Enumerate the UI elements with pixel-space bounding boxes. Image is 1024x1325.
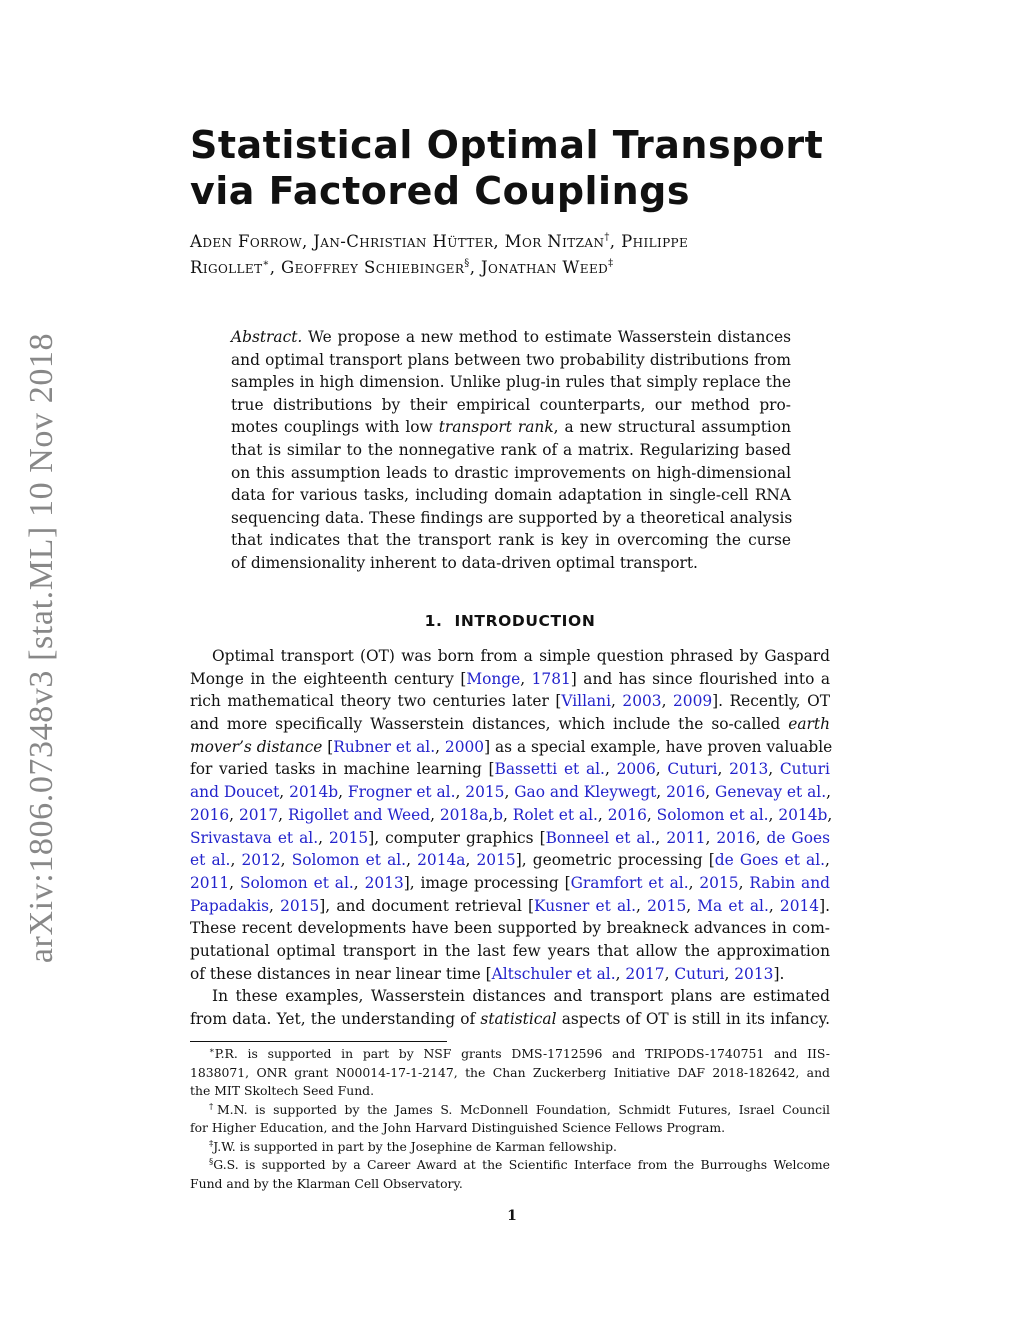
separator: , bbox=[597, 805, 608, 824]
citation-link[interactable]: Bonneel et al. bbox=[545, 828, 656, 847]
footnote-mark[interactable]: ‡ bbox=[608, 258, 614, 269]
citation-link[interactable]: Cuturi bbox=[674, 964, 725, 983]
footnote-line bbox=[190, 1156, 830, 1175]
citation-link[interactable]: 2013 bbox=[364, 873, 404, 892]
author-names: , Jonathan Weed bbox=[469, 258, 609, 277]
abstract-text: motes couplings with low bbox=[231, 418, 439, 437]
body-text: ], and document retrieval [ bbox=[319, 896, 535, 915]
footnote-mark: ∗ bbox=[209, 1046, 215, 1056]
separator: , bbox=[504, 783, 515, 802]
separator: , bbox=[611, 692, 623, 711]
citation-link[interactable]: 2015 bbox=[647, 896, 687, 915]
citation-link[interactable]: 2016 bbox=[666, 783, 706, 802]
author-names: Rigollet bbox=[190, 258, 263, 277]
emphasis-term: transport rank bbox=[438, 418, 554, 437]
footnote-line: 1838071, ONR grant N00014-17-1-2147, the Chan Zuckerberg Initiative DAF 2018-182642, and bbox=[190, 1064, 830, 1080]
separator: , bbox=[465, 851, 477, 870]
body-text: from data. Yet, the understanding of bbox=[190, 1010, 481, 1028]
footnote-line bbox=[190, 1101, 830, 1120]
body-line: These recent developments have been supported by breakneck advances in com- bbox=[190, 919, 830, 938]
separator: , bbox=[664, 964, 675, 983]
separator: , bbox=[826, 783, 832, 802]
separator: , bbox=[279, 783, 290, 802]
title-line-2: via Factored Couplings bbox=[190, 169, 690, 213]
separator: , bbox=[656, 783, 667, 802]
body-line bbox=[190, 1008, 830, 1031]
arxiv-identifier-text: arXiv:1806.07348v3 [stat.ML] 10 Nov 2018 bbox=[23, 332, 60, 964]
citation-link[interactable]: 2009 bbox=[673, 692, 713, 711]
citation-link[interactable]: 2000 bbox=[444, 737, 485, 756]
separator: , bbox=[646, 805, 657, 824]
citation-link[interactable]: Papadakis bbox=[190, 896, 270, 915]
body-text: Monge in the eighteenth century [ bbox=[190, 669, 467, 688]
separator: , bbox=[229, 805, 239, 824]
citation-link[interactable]: b bbox=[493, 805, 503, 824]
citation-link[interactable]: Srivastava et al. bbox=[190, 828, 319, 847]
citation-link[interactable]: Rigollet and Weed bbox=[287, 805, 431, 824]
footnote-line bbox=[190, 1045, 830, 1064]
footnote-mark: † bbox=[209, 1101, 217, 1112]
separator: , bbox=[655, 760, 668, 779]
citation-link[interactable]: 2015 bbox=[465, 783, 505, 802]
footnote-mark: § bbox=[209, 1157, 214, 1167]
section-heading-introduction bbox=[190, 612, 830, 630]
emphasis-term: statistical bbox=[480, 1010, 557, 1028]
separator: , bbox=[755, 828, 767, 847]
section-number: 1. bbox=[424, 612, 443, 630]
citation-link[interactable]: 2012 bbox=[241, 851, 281, 870]
body-line bbox=[190, 963, 830, 986]
separator: , bbox=[229, 873, 240, 892]
body-line bbox=[190, 804, 833, 827]
citation-link[interactable]: 2018a bbox=[439, 805, 489, 824]
citation-link[interactable]: Monge bbox=[466, 669, 521, 688]
footnote-mark[interactable]: § bbox=[464, 258, 470, 269]
citation-link[interactable]: 2011 bbox=[190, 873, 230, 892]
footnote-line: for Higher Education, and the John Harvard Distinguished Science Fellows Program. bbox=[190, 1120, 726, 1135]
citation-link[interactable]: Frogner et al. bbox=[347, 783, 456, 802]
citation-link[interactable]: Kusner et al. bbox=[534, 896, 636, 915]
body-text: ], image processing [ bbox=[403, 873, 571, 892]
citation-link[interactable]: Solomon et al. bbox=[291, 851, 407, 870]
introduction-body bbox=[190, 645, 833, 1031]
citation-link[interactable]: Cuturi bbox=[779, 760, 830, 779]
body-text: and more specifically Wasserstein distances, which include the so-called bbox=[190, 715, 789, 734]
body-text: ]. Recently, OT bbox=[712, 692, 830, 711]
citation-link[interactable]: 2016 bbox=[716, 828, 756, 847]
separator: , bbox=[435, 737, 445, 756]
citation-link[interactable]: de Goes et al. bbox=[714, 851, 826, 870]
separator: , bbox=[705, 828, 717, 847]
author-names: Aden Forrow, Jan-Christian Hütter, Mor Nitzan bbox=[190, 232, 605, 251]
citation-link[interactable]: 2006 bbox=[616, 760, 656, 779]
citation-link[interactable]: Rabin and bbox=[749, 873, 830, 892]
title-line-1: Statistical Optimal Transport bbox=[190, 123, 824, 167]
author-names: , Geoffrey Schiebinger bbox=[269, 258, 465, 277]
citation-link[interactable]: and Doucet bbox=[190, 783, 280, 802]
body-text: of these distances in near linear time [ bbox=[190, 964, 492, 983]
footnote-text: P.R. is supported in part by NSF grants DMS-1712596 and TRIPODS-1740751 and IIS- bbox=[214, 1046, 830, 1061]
separator: , bbox=[825, 851, 830, 870]
separator: , bbox=[230, 851, 242, 870]
citation-link[interactable]: Altschuler et al. bbox=[491, 964, 616, 983]
separator: , bbox=[724, 964, 735, 983]
abstract-line: and optimal transport plans between two probability distributions from bbox=[231, 350, 791, 369]
footnote-text: G.S. is supported by a Career Award at the Scientific Interface from the Burroughs Welcome bbox=[213, 1157, 830, 1172]
footnote-text: M.N. is supported by the James S. McDonnell Foundation, Schmidt Futures, Israel Council bbox=[216, 1101, 831, 1117]
separator: , bbox=[738, 873, 750, 892]
author-line-1 bbox=[190, 229, 830, 255]
citation-link[interactable]: 2015 bbox=[699, 873, 739, 892]
body-line: Optimal transport (OT) was born from a simple question phrased by Gaspard bbox=[212, 647, 830, 665]
separator: , bbox=[768, 760, 780, 779]
abstract bbox=[231, 326, 791, 575]
body-line bbox=[190, 849, 830, 872]
abstract-line: that indicates that the transport rank is key in overcoming the curse bbox=[231, 531, 791, 550]
citation-link[interactable]: Gao and Kleywegt bbox=[514, 783, 657, 802]
separator: , bbox=[338, 783, 348, 802]
arxiv-identifier[interactable] bbox=[22, 332, 62, 964]
citation-link[interactable]: Solomon et al. bbox=[656, 805, 769, 824]
body-text: for varied tasks in machine learning [ bbox=[190, 760, 495, 779]
body-text: aspects of OT is still in its infancy. bbox=[556, 1010, 830, 1028]
citation-link[interactable]: Villani bbox=[561, 692, 612, 711]
citation-link[interactable]: Rolet et al. bbox=[512, 805, 598, 824]
footnote-text: J.W. is supported in part by the Josephine de Karman fellowship. bbox=[213, 1138, 617, 1154]
body-text: ] and has since flourished into a bbox=[570, 669, 830, 688]
citation-link[interactable]: 2014 bbox=[779, 896, 820, 915]
body-line bbox=[190, 713, 830, 736]
separator: , bbox=[502, 805, 513, 824]
body-line: In these examples, Wasserstein distances and transport plans are estimated bbox=[212, 987, 830, 1006]
citation-link[interactable]: Solomon et al. bbox=[239, 873, 354, 892]
abstract-label: Abstract. bbox=[231, 328, 303, 346]
separator: , bbox=[318, 828, 330, 847]
citation-link[interactable]: 1781 bbox=[531, 669, 571, 688]
citation-link[interactable]: 2014b bbox=[289, 783, 339, 802]
separator: , bbox=[406, 851, 418, 870]
citation-link[interactable]: 2003 bbox=[622, 692, 662, 711]
body-line: putational optimal transport in the last few years that allow the approximation bbox=[190, 941, 830, 960]
citation-link[interactable]: Ma et al. bbox=[697, 896, 769, 915]
abstract-line bbox=[231, 326, 791, 349]
citation-link[interactable]: Cuturi bbox=[667, 760, 718, 779]
footnote-line: the MIT Skoltech Seed Fund. bbox=[190, 1083, 375, 1098]
separator: , bbox=[280, 851, 292, 870]
emphasis-term: mover’s distance bbox=[190, 737, 323, 756]
footnote-mark: ‡ bbox=[209, 1138, 214, 1149]
body-line bbox=[190, 690, 830, 713]
abstract-text: , a new structural assumption bbox=[553, 418, 791, 437]
citation-link[interactable]: Genevay et al. bbox=[715, 783, 827, 802]
separator: , bbox=[278, 805, 288, 824]
body-line bbox=[190, 872, 830, 895]
citation-link[interactable]: Rubner et al. bbox=[333, 737, 436, 756]
author-names: , Philippe bbox=[609, 232, 689, 251]
citation-link[interactable]: Bassetti et al. bbox=[494, 760, 605, 779]
citation-link[interactable]: 2015 bbox=[329, 828, 369, 847]
citation-link[interactable]: 2014b bbox=[778, 805, 828, 824]
separator: , bbox=[520, 669, 532, 688]
abstract-line: data for various tasks, including domain adaptation in single-cell RNA bbox=[231, 486, 791, 505]
separator: , bbox=[615, 964, 626, 983]
footnotes bbox=[190, 1045, 830, 1193]
citation-link[interactable]: et al. bbox=[190, 851, 231, 870]
separator: , bbox=[655, 828, 667, 847]
paper-title bbox=[190, 122, 850, 214]
separator: , bbox=[604, 760, 617, 779]
citation-link[interactable]: 2011 bbox=[666, 828, 706, 847]
body-text: [ bbox=[322, 737, 334, 756]
citation-link[interactable]: de Goes bbox=[766, 828, 830, 847]
body-line bbox=[190, 895, 830, 918]
separator: , bbox=[455, 783, 466, 802]
body-line bbox=[190, 758, 830, 781]
footnote-mark[interactable]: † bbox=[604, 232, 610, 243]
abstract-line bbox=[231, 416, 791, 439]
abstract-line: sequencing data. These findings are supported by a theoretical analysis bbox=[231, 508, 793, 527]
abstract-line: on this assumption leads to drastic improvements on high-dimensional bbox=[231, 463, 791, 482]
separator: , bbox=[488, 805, 494, 824]
separator: , bbox=[269, 896, 281, 915]
footnote-divider bbox=[190, 1041, 447, 1042]
citation-link[interactable]: 2013 bbox=[729, 760, 769, 779]
separator: , bbox=[827, 805, 833, 824]
body-text: rich mathematical theory two centuries later [ bbox=[190, 692, 562, 711]
citation-link[interactable]: 2015 bbox=[280, 896, 320, 915]
separator: , bbox=[768, 896, 780, 915]
separator: , bbox=[661, 692, 673, 711]
citation-link[interactable]: 2017 bbox=[238, 805, 279, 824]
body-text: ], geometric processing [ bbox=[515, 851, 715, 870]
footnote-line bbox=[190, 1138, 830, 1157]
abstract-line: that is similar to the nonnegative rank of a matrix. Regularizing based bbox=[231, 440, 791, 459]
body-text: ] as a special example, have proven valuable bbox=[484, 737, 833, 756]
citation-link[interactable]: 2016 bbox=[190, 805, 230, 824]
citation-link[interactable]: 2016 bbox=[607, 805, 647, 824]
separator: , bbox=[353, 873, 365, 892]
body-line bbox=[190, 827, 830, 850]
footnote-mark[interactable]: ∗ bbox=[262, 258, 270, 269]
separator: , bbox=[686, 896, 698, 915]
citation-link[interactable]: 2013 bbox=[734, 964, 774, 983]
emphasis-term: earth bbox=[788, 715, 830, 734]
abstract-line: samples in high dimension. Unlike plug-in rules that simply replace the bbox=[231, 373, 791, 392]
body-text: ], computer graphics [ bbox=[368, 828, 546, 847]
author-line-2 bbox=[190, 255, 830, 281]
body-line bbox=[190, 781, 830, 804]
abstract-text: We propose a new method to estimate Wasserstein distances bbox=[302, 328, 791, 346]
separator: , bbox=[768, 805, 779, 824]
separator: , bbox=[705, 783, 716, 802]
page-number: 1 bbox=[507, 1208, 517, 1224]
body-line bbox=[190, 736, 833, 759]
footnote-line: Fund and by the Klarman Cell Observatory. bbox=[190, 1175, 463, 1191]
author-list bbox=[190, 229, 830, 281]
separator: , bbox=[688, 873, 700, 892]
separator: , bbox=[717, 760, 730, 779]
body-text: ]. bbox=[819, 896, 830, 915]
abstract-line: of dimensionality inherent to data-driven optimal transport. bbox=[231, 553, 698, 572]
citation-link[interactable]: 2015 bbox=[476, 851, 516, 870]
separator: , bbox=[430, 805, 440, 824]
citation-link[interactable]: 2014a bbox=[417, 851, 466, 870]
section-title: INTRODUCTION bbox=[454, 612, 596, 630]
citation-link[interactable]: Gramfort et al. bbox=[570, 873, 689, 892]
abstract-line: true distributions by their empirical counterparts, our method pro- bbox=[231, 395, 791, 414]
body-line bbox=[190, 668, 830, 691]
body-text: ]. bbox=[773, 964, 785, 983]
separator: , bbox=[636, 896, 648, 915]
citation-link[interactable]: 2017 bbox=[625, 964, 665, 983]
